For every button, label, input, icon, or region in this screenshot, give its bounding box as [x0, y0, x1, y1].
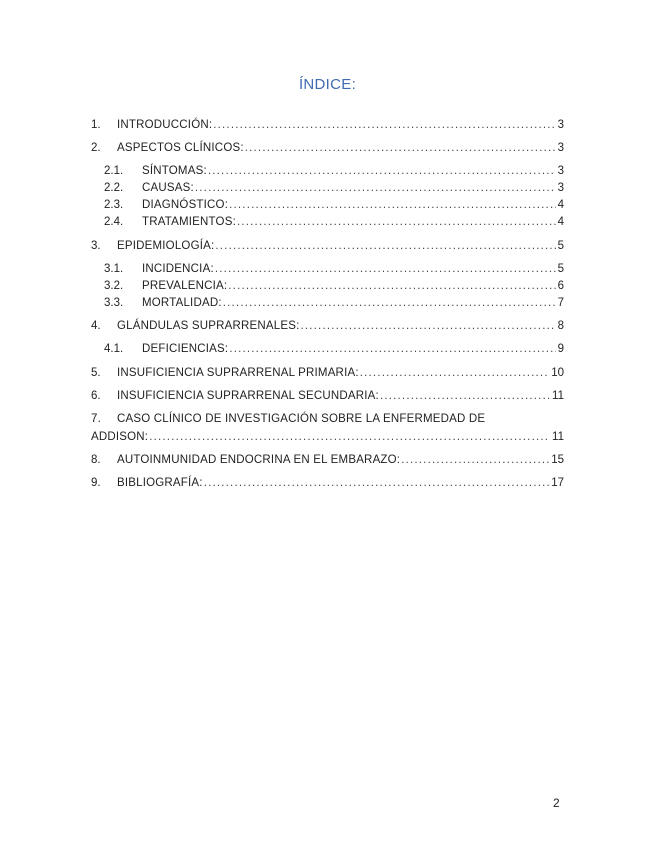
- toc-entry-caso-clinico-line1[interactable]: [91, 412, 564, 427]
- toc-entry-page: 3: [557, 165, 564, 177]
- dot-leader: [245, 141, 556, 156]
- toc-entry-page: 10: [551, 367, 564, 379]
- toc-entry-autoinmunidad[interactable]: [91, 453, 564, 468]
- toc-entry-page: 5: [557, 240, 564, 252]
- toc-entry-page: 3: [557, 142, 564, 154]
- toc-entry-page: 3: [557, 182, 564, 194]
- toc-entry-number: 2.3.: [104, 199, 124, 211]
- page-number: 2: [553, 796, 560, 810]
- toc-entry-number: 4.1.: [104, 343, 124, 355]
- toc-entry-number: 3.2.: [104, 280, 124, 292]
- dot-leader: [300, 319, 555, 334]
- dot-leader: [401, 453, 549, 468]
- toc-entry-prevalencia[interactable]: [104, 279, 564, 294]
- toc-entry-number: 1.: [91, 119, 101, 131]
- dot-leader: [228, 279, 555, 294]
- toc-entry-sintomas[interactable]: [104, 164, 564, 179]
- dot-leader: [237, 215, 556, 230]
- toc-entry-page: 6: [557, 280, 564, 292]
- toc-entry-number: 2.: [91, 142, 101, 154]
- toc-entry-number: 7.: [91, 413, 101, 425]
- toc-entry-label-continued: ADDISON:: [91, 431, 149, 443]
- toc-entry-number: 3.: [91, 240, 101, 252]
- toc-entry-page: 5: [557, 263, 564, 275]
- toc-entry-causas[interactable]: [104, 181, 564, 196]
- toc-entry-number: 3.3.: [104, 297, 124, 309]
- toc-entry-introduccion[interactable]: [91, 118, 564, 133]
- toc-entry-number: 2.4.: [104, 216, 124, 228]
- toc-title: ÍNDICE:: [298, 76, 357, 93]
- toc-entry-glandulas-suprarrenales[interactable]: [91, 319, 564, 334]
- toc-entry-page: 15: [551, 454, 564, 466]
- toc-entry-page: 8: [557, 320, 564, 332]
- dot-leader: [213, 118, 555, 133]
- dot-leader: [195, 181, 556, 196]
- toc-entry-number: 9.: [91, 477, 101, 489]
- toc-entry-label: EPIDEMIOLOGÍA:: [117, 240, 215, 252]
- toc-entry-label: ASPECTOS CLÍNICOS:: [117, 142, 244, 154]
- toc-entry-mortalidad[interactable]: [104, 296, 564, 311]
- dot-leader: [380, 389, 550, 404]
- toc-entry-epidemiologia[interactable]: [91, 239, 564, 254]
- toc-entry-tratamientos[interactable]: [104, 215, 564, 230]
- dot-leader: [229, 342, 555, 357]
- toc-entry-label: AUTOINMUNIDAD ENDOCRINA EN EL EMBARAZO:: [117, 454, 401, 466]
- toc-entry-label: SÍNTOMAS:: [142, 165, 207, 177]
- toc-entry-page: 11: [552, 390, 564, 402]
- toc-entry-number: 2.1.: [104, 165, 124, 177]
- toc-entry-label: BIBLIOGRAFÍA:: [117, 477, 203, 489]
- toc-entry-bibliografia[interactable]: [91, 476, 564, 491]
- dot-leader: [208, 164, 556, 179]
- dot-leader: [204, 476, 550, 491]
- toc-entry-label: INCIDENCIA:: [142, 263, 214, 275]
- toc-entry-label: GLÁNDULAS SUPRARRENALES:: [117, 320, 300, 332]
- toc-entry-label: INSUFICIENCIA SUPRARRENAL SECUNDARIA:: [117, 390, 379, 402]
- toc-entry-incidencia[interactable]: [104, 262, 564, 277]
- toc-entry-number: 3.1.: [104, 263, 124, 275]
- toc-entry-label: DIAGNÓSTICO:: [142, 199, 229, 211]
- toc-entry-page: 9: [557, 343, 564, 355]
- toc-entry-label: INSUFICIENCIA SUPRARRENAL PRIMARIA:: [117, 367, 359, 379]
- toc-entry-number: 6.: [91, 390, 101, 402]
- dot-leader: [215, 239, 555, 254]
- toc-entry-aspectos-clinicos[interactable]: [91, 141, 564, 156]
- toc-entry-number: 5.: [91, 367, 101, 379]
- toc-entry-insuficiencia-primaria[interactable]: [91, 366, 564, 381]
- toc-entry-page: 17: [551, 477, 564, 489]
- toc-entry-page: 3: [557, 119, 564, 131]
- toc-entry-page: 7: [557, 297, 564, 309]
- dot-leader: [229, 198, 555, 213]
- toc-entry-label: CAUSAS:: [142, 182, 194, 194]
- toc-entry-page: 11: [552, 431, 564, 443]
- dot-leader: [360, 366, 549, 381]
- dot-leader: [215, 262, 556, 277]
- toc-entry-number: 2.2.: [104, 182, 124, 194]
- toc-entry-number: 4.: [91, 320, 101, 332]
- toc-entry-insuficiencia-secundaria[interactable]: [91, 389, 564, 404]
- toc-entry-page: 4: [557, 216, 564, 228]
- toc-entry-label: MORTALIDAD:: [142, 297, 222, 309]
- toc-entry-caso-clinico-line2[interactable]: [91, 430, 564, 445]
- toc-entry-label: DEFICIENCIAS:: [142, 343, 229, 355]
- toc-entry-label: TRATAMIENTOS:: [142, 216, 236, 228]
- toc-entry-label: CASO CLÍNICO DE INVESTIGACIÓN SOBRE LA ENFERMEDAD DE: [117, 413, 486, 425]
- toc-entry-diagnostico[interactable]: [104, 198, 564, 213]
- toc-entry-label: PREVALENCIA:: [142, 280, 228, 292]
- toc-entry-deficiencias[interactable]: [104, 342, 564, 357]
- toc-entry-label: INTRODUCCIÓN:: [117, 119, 213, 131]
- dot-leader: [223, 296, 556, 311]
- toc-entry-number: 8.: [91, 454, 101, 466]
- toc-entry-page: 4: [557, 199, 564, 211]
- dot-leader: [149, 430, 550, 445]
